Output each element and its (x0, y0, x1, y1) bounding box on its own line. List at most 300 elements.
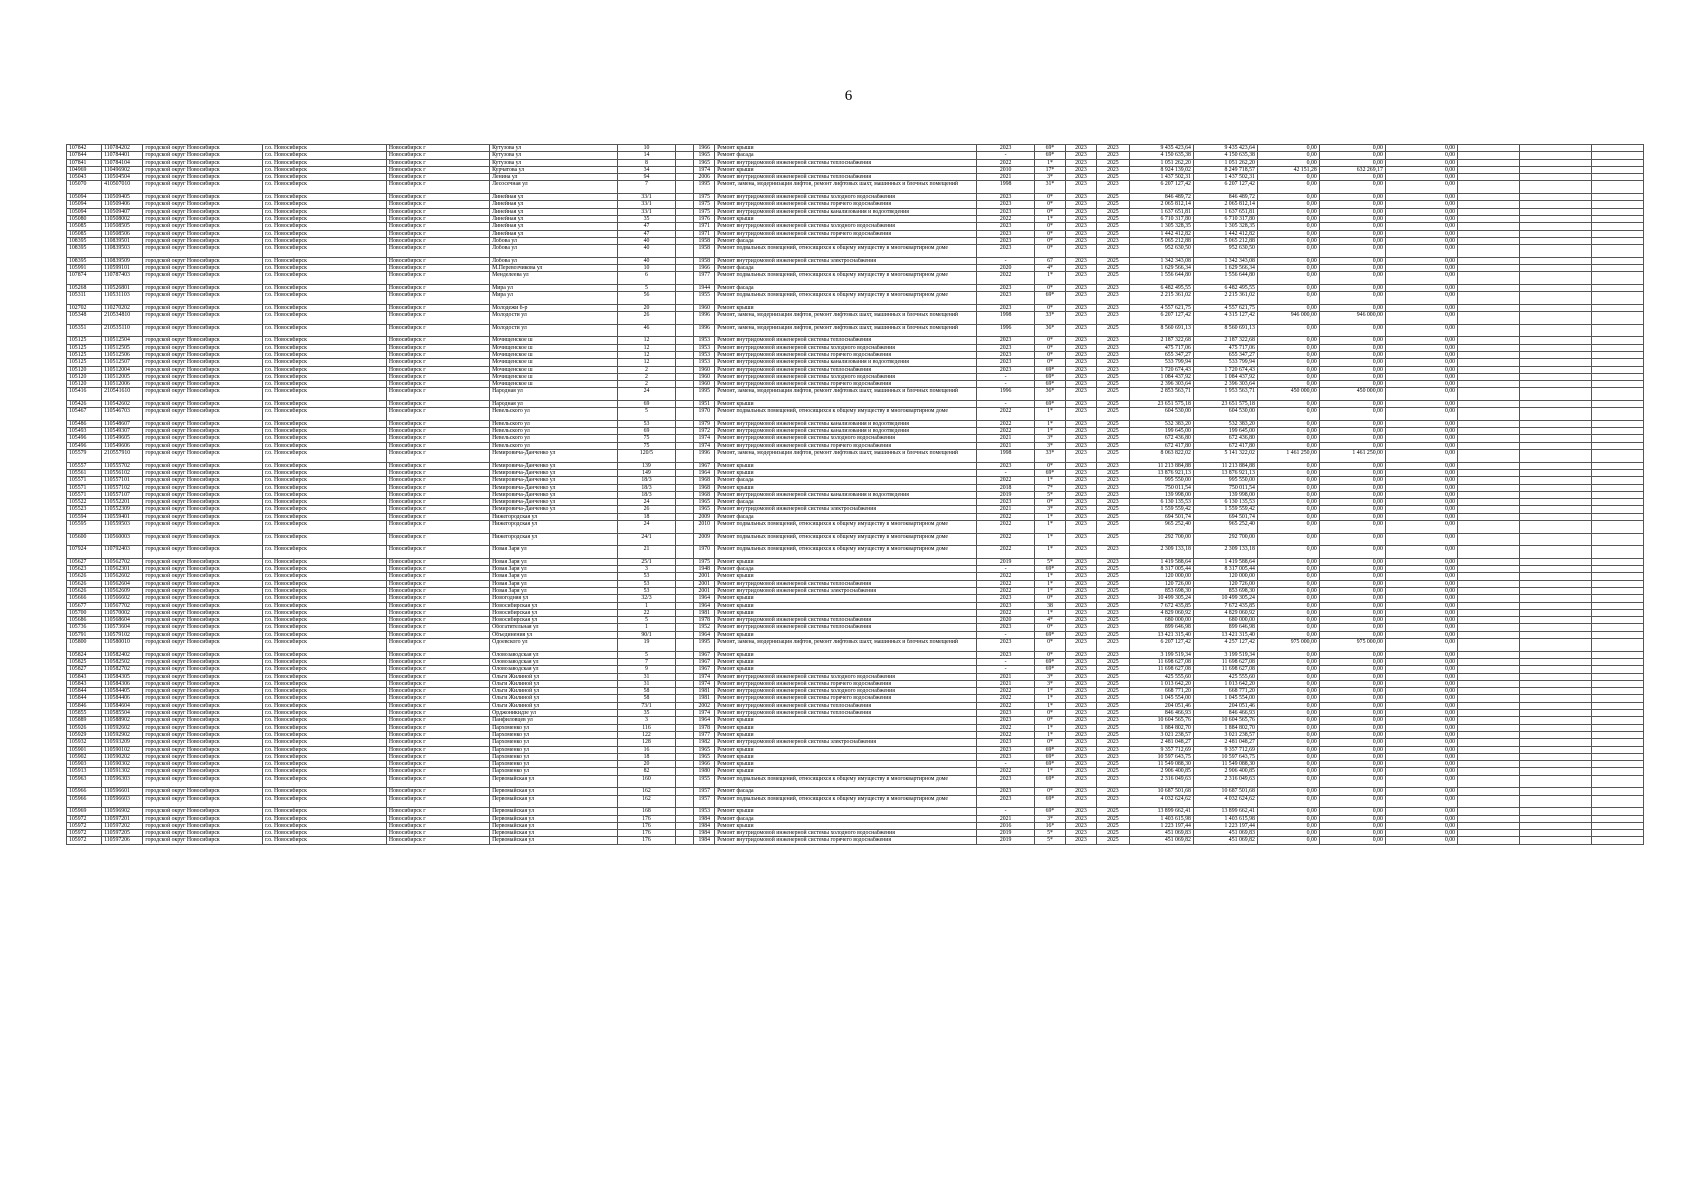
table-cell (1592, 666, 1644, 673)
table-cell (1520, 484, 1592, 491)
table-cell: Ремонт крыши (715, 558, 977, 565)
table-row (67, 223, 1644, 230)
table-cell: 2023 (1096, 499, 1129, 506)
table-cell (1458, 442, 1520, 449)
table-cell: Ремонт фасада (715, 284, 977, 291)
table-cell: 1* (1035, 408, 1066, 421)
table-cell: городской округ Новосибирск (143, 695, 263, 702)
table-cell: 680 000,00 (1193, 617, 1257, 624)
table-cell: 2023 (1065, 724, 1096, 731)
table-cell: Новосибирск г (386, 420, 489, 427)
table-row (67, 477, 1644, 484)
table-cell: 105125 (67, 351, 102, 358)
table-cell: 0,00 (1257, 435, 1319, 442)
table-cell: 2023 (977, 351, 1035, 358)
table-cell: 149 (618, 469, 676, 476)
table-cell: 105926 (67, 724, 102, 731)
table-cell: г.о. Новосибирск (263, 688, 387, 695)
table-cell: Новосибирск г (386, 381, 489, 388)
table-cell: 2023 (1096, 609, 1129, 616)
table-cell: 75 (618, 435, 676, 442)
table-cell: 69* (1035, 469, 1066, 476)
table-cell: 2023 (1096, 546, 1129, 559)
table-cell (1592, 469, 1644, 476)
table-cell: 1981 (694, 609, 715, 616)
table-cell: 1953 (694, 359, 715, 366)
table-cell: 0,00 (1319, 573, 1385, 580)
table-cell (1458, 477, 1520, 484)
table-cell: 105791 (67, 631, 102, 638)
table-cell: 0,00 (1319, 506, 1385, 513)
table-cell (1520, 359, 1592, 366)
table-cell: 0* (1035, 595, 1066, 602)
table-cell: 2019 (977, 491, 1035, 498)
table-cell (1458, 388, 1520, 401)
table-cell: Новосибирск г (386, 639, 489, 652)
table-cell: Ремонт подвальных помещений, относящихся к общему имуществу в многоквартирном доме (715, 408, 977, 421)
table-cell: 13 899 662,41 (1129, 808, 1193, 815)
table-cell: 604 530,00 (1129, 408, 1193, 421)
table-cell: 210535110 (102, 324, 143, 337)
table-cell: 1 419 588,64 (1193, 558, 1257, 565)
table-cell: 1974 (694, 710, 715, 717)
table-cell: 0,00 (1385, 573, 1457, 580)
table-cell: г.о. Новосибирск (263, 450, 387, 463)
table-cell: Ремонт внутридомовой инженерной системы холодного водоснабжения (715, 688, 977, 695)
table-cell: 0,00 (1257, 351, 1319, 358)
table-cell: 5* (1035, 558, 1066, 565)
table-cell: 450 000,00 (1319, 388, 1385, 401)
table-cell: 105125 (67, 344, 102, 351)
table-cell: 105966 (67, 788, 102, 795)
table-cell: 69* (1035, 145, 1066, 152)
table-cell: г.о. Новосибирск (263, 808, 387, 815)
table-cell: 7 672 435,85 (1193, 602, 1257, 609)
table-cell: 2023 (977, 775, 1035, 788)
table-cell: Новосибирск г (386, 181, 489, 194)
table-cell: 33/1 (618, 194, 676, 201)
table-cell: 2023 (1096, 351, 1129, 358)
table-cell: 2023 (1065, 658, 1096, 665)
table-cell: 2022 (977, 546, 1035, 559)
table-cell (1592, 546, 1644, 559)
table-cell (1458, 673, 1520, 680)
table-cell: 58 (618, 695, 676, 702)
table-cell: Ремонт подвальных помещений, относящихся к общему имуществу в многоквартирном доме (715, 795, 977, 808)
table-cell: 0,00 (1257, 624, 1319, 631)
table-cell: 2023 (1065, 174, 1096, 181)
table-cell: 0* (1035, 284, 1066, 291)
table-cell: 105972 (67, 837, 102, 844)
table-cell: 120 726,00 (1193, 580, 1257, 587)
table-cell (675, 462, 694, 469)
table-cell: Молодежи б-р (490, 304, 618, 311)
table-cell: г.о. Новосибирск (263, 208, 387, 215)
table-row (67, 152, 1644, 159)
table-cell: Менделеева ул (490, 272, 618, 285)
table-cell: 105120 (67, 373, 102, 380)
table-cell: 0* (1035, 230, 1066, 237)
table-cell: 0,00 (1385, 159, 1457, 166)
table-cell (1520, 566, 1592, 573)
table-cell: 2025 (1096, 822, 1129, 829)
table-cell: 2023 (1065, 788, 1096, 795)
table-cell: 69 (618, 400, 676, 407)
table-cell: 2025 (1096, 435, 1129, 442)
table-cell: 0,00 (1385, 533, 1457, 546)
table-cell: 2023 (977, 245, 1035, 258)
table-cell (675, 208, 694, 215)
table-cell: 1* (1035, 546, 1066, 559)
table-cell: 2 (618, 381, 676, 388)
table-cell: городской округ Новосибирск (143, 651, 263, 658)
table-cell: 105800 (67, 639, 102, 652)
table-cell (1458, 768, 1520, 775)
table-cell (675, 639, 694, 652)
table-cell: 110508505 (102, 223, 143, 230)
table-row (67, 808, 1644, 815)
table-cell: 0,00 (1385, 208, 1457, 215)
table-cell: 410507010 (102, 181, 143, 194)
table-cell: 0,00 (1385, 428, 1457, 435)
table-cell: 2023 (977, 344, 1035, 351)
table-cell (1592, 624, 1644, 631)
table-cell: 105094 (67, 201, 102, 208)
table-cell: 3* (1035, 673, 1066, 680)
table-cell: 2023 (1065, 292, 1096, 305)
table-cell (675, 808, 694, 815)
table-cell: 6 207 127,42 (1193, 181, 1257, 194)
table-cell: городской округ Новосибирск (143, 639, 263, 652)
table-row (67, 181, 1644, 194)
table-cell: 965 252,40 (1193, 521, 1257, 534)
table-cell: 1953 (694, 351, 715, 358)
table-cell: 3* (1035, 442, 1066, 449)
table-cell: 0,00 (1257, 237, 1319, 244)
table-cell: 0,00 (1385, 388, 1457, 401)
table-cell: 0,00 (1385, 724, 1457, 731)
table-cell: 110584306 (102, 680, 143, 687)
table-cell: 2023 (1096, 245, 1129, 258)
table-cell: 2023 (1065, 761, 1096, 768)
table-cell: 110562702 (102, 558, 143, 565)
table-cell (1592, 617, 1644, 624)
table-cell: 110792403 (102, 546, 143, 559)
table-cell: 0,00 (1385, 272, 1457, 285)
table-cell: 23 651 575,18 (1129, 400, 1193, 407)
table-cell (675, 580, 694, 587)
table-cell: 532 383,20 (1129, 420, 1193, 427)
table-cell: 110584406 (102, 695, 143, 702)
table-cell: - (977, 381, 1035, 388)
table-cell: Пархоменко ул (490, 731, 618, 738)
table-cell: 0,00 (1385, 595, 1457, 602)
table-cell: г.о. Новосибирск (263, 546, 387, 559)
table-cell: 0,00 (1257, 174, 1319, 181)
table-cell: Обогатительная ул (490, 624, 618, 631)
table-cell (675, 595, 694, 602)
table-cell: 0,00 (1385, 717, 1457, 724)
table-row (67, 491, 1644, 498)
table-cell: 0,00 (1257, 631, 1319, 638)
table-cell: 105972 (67, 830, 102, 837)
table-cell: 1* (1035, 768, 1066, 775)
table-cell (1520, 381, 1592, 388)
table-cell: 946 000,00 (1319, 312, 1385, 325)
table-cell: 1 084 437,92 (1129, 373, 1193, 380)
table-cell (675, 159, 694, 166)
table-cell: 4 257 127,42 (1193, 639, 1257, 652)
table-cell: 105972 (67, 822, 102, 829)
table-cell: Мочищенское ш (490, 359, 618, 366)
table-cell: Мира ул (490, 284, 618, 291)
table-cell (675, 573, 694, 580)
table-cell: г.о. Новосибирск (263, 631, 387, 638)
table-cell: 9 357 712,69 (1129, 746, 1193, 753)
table-cell: 2025 (1096, 215, 1129, 222)
table-cell: 694 501,74 (1129, 513, 1193, 520)
table-cell: 1978 (694, 724, 715, 731)
table-row (67, 580, 1644, 587)
table-cell: 0,00 (1385, 344, 1457, 351)
table-cell: 1968 (694, 484, 715, 491)
table-cell: 75 (618, 442, 676, 449)
table-cell: 1996 (977, 388, 1035, 401)
table-cell: г.о. Новосибирск (263, 145, 387, 152)
table-cell: 110512505 (102, 344, 143, 351)
table-cell: 105311 (67, 292, 102, 305)
table-cell: 2023 (1096, 284, 1129, 291)
table-cell: 0,00 (1257, 746, 1319, 753)
table-cell (1458, 304, 1520, 311)
table-cell (1458, 450, 1520, 463)
table-cell: 2022 (977, 215, 1035, 222)
table-cell (675, 688, 694, 695)
table-cell: 0,00 (1385, 359, 1457, 366)
table-cell: г.о. Новосибирск (263, 166, 387, 173)
table-cell (675, 731, 694, 738)
table-cell (1458, 546, 1520, 559)
table-cell: 7* (1035, 484, 1066, 491)
table-cell: городской округ Новосибирск (143, 768, 263, 775)
table-cell: 1* (1035, 272, 1066, 285)
table-cell: 2025 (1096, 808, 1129, 815)
table-cell: 1 559 559,42 (1129, 506, 1193, 513)
table-cell: 73/1 (618, 702, 676, 709)
table-cell: 2022 (977, 724, 1035, 731)
table-cell: 69* (1035, 292, 1066, 305)
table-cell: Немировича-Данченко ул (490, 499, 618, 506)
table-cell: 110549606 (102, 442, 143, 449)
table-cell (675, 724, 694, 731)
table-cell (1592, 145, 1644, 152)
table-cell: Ремонт фасада (715, 265, 977, 272)
table-cell (1458, 573, 1520, 580)
table-cell: 0,00 (1385, 237, 1457, 244)
table-cell: 4 557 621,75 (1129, 304, 1193, 311)
table-cell: г.о. Новосибирск (263, 292, 387, 305)
table-cell: 0* (1035, 462, 1066, 469)
table-cell: 2 (618, 366, 676, 373)
table-cell (675, 408, 694, 421)
table-cell: 995 550,00 (1129, 477, 1193, 484)
table-cell: 210557910 (102, 450, 143, 463)
table-cell: Ремонт крыши (715, 145, 977, 152)
table-cell: городской округ Новосибирск (143, 469, 263, 476)
table-cell: 0,00 (1385, 450, 1457, 463)
table-cell (1458, 145, 1520, 152)
table-cell: 110552201 (102, 499, 143, 506)
table-cell: 18/3 (618, 477, 676, 484)
table-cell: Ремонт внутридомовой инженерной системы горячего водоснабжения (715, 381, 977, 388)
table-cell: 105571 (67, 477, 102, 484)
table-cell: 2023 (1096, 181, 1129, 194)
table-cell: 2023 (1096, 717, 1129, 724)
table-cell (1458, 381, 1520, 388)
table-cell: городской округ Новосибирск (143, 580, 263, 587)
table-cell: 2025 (1096, 388, 1129, 401)
table-row (67, 688, 1644, 695)
table-cell: Новосибирск г (386, 658, 489, 665)
table-cell (1458, 558, 1520, 565)
table-cell (675, 237, 694, 244)
table-cell (1520, 746, 1592, 753)
table-cell: 0,00 (1385, 788, 1457, 795)
table-cell: г.о. Новосибирск (263, 513, 387, 520)
table-cell: Ремонт внутридомовой инженерной системы электроснабжения (715, 588, 977, 595)
table-cell: Новосибирская ул (490, 602, 618, 609)
table-cell: городской округ Новосибирск (143, 588, 263, 595)
table-cell: 105736 (67, 624, 102, 631)
table-cell: 1982 (694, 739, 715, 746)
table-cell: 2023 (977, 602, 1035, 609)
table-cell: 110592902 (102, 731, 143, 738)
table-cell: 2022 (977, 695, 1035, 702)
table-cell (675, 201, 694, 208)
table-cell (1458, 292, 1520, 305)
table-cell: 2023 (1065, 566, 1096, 573)
table-cell: 40 (618, 257, 676, 264)
table-cell: 2020 (977, 617, 1035, 624)
table-cell: 33/1 (618, 201, 676, 208)
table-cell: 110512006 (102, 381, 143, 388)
table-cell: 1 084 437,92 (1193, 373, 1257, 380)
table-cell: городской округ Новосибирск (143, 366, 263, 373)
table-cell: - (977, 373, 1035, 380)
table-row (67, 753, 1644, 760)
table-cell: 0,00 (1257, 337, 1319, 344)
table-cell: г.о. Новосибирск (263, 181, 387, 194)
table-cell (1592, 761, 1644, 768)
table-cell: 0,00 (1385, 558, 1457, 565)
table-cell (1520, 304, 1592, 311)
table-cell: г.о. Новосибирск (263, 617, 387, 624)
table-cell: 46 (618, 324, 676, 337)
table-cell (675, 450, 694, 463)
table-cell: 0,00 (1385, 680, 1457, 687)
table-cell: городской округ Новосибирск (143, 237, 263, 244)
table-cell: 0,00 (1385, 822, 1457, 829)
table-cell: Объединения ул (490, 631, 618, 638)
table-cell: 2023 (1065, 666, 1096, 673)
table-cell: г.о. Новосибирск (263, 731, 387, 738)
table-cell: г.о. Новосибирск (263, 753, 387, 760)
table-cell: 0,00 (1257, 533, 1319, 546)
table-row (67, 366, 1644, 373)
table-cell (1458, 201, 1520, 208)
table-cell: 110596603 (102, 795, 143, 808)
table-cell: 1967 (694, 651, 715, 658)
table-cell: 10 604 565,76 (1193, 717, 1257, 724)
table-cell: 35 (618, 215, 676, 222)
table-cell: Мочищенское ш (490, 381, 618, 388)
table-cell (1592, 673, 1644, 680)
table-row (67, 245, 1644, 258)
table-cell: - (977, 666, 1035, 673)
table-cell: Курчатова ул (490, 166, 618, 173)
table-cell: Ремонт крыши (715, 215, 977, 222)
table-cell: 1 305 328,35 (1193, 223, 1257, 230)
table-cell: 2023 (1096, 639, 1129, 652)
table-cell (1458, 566, 1520, 573)
table-cell (1592, 442, 1644, 449)
table-cell: 1996 (694, 312, 715, 325)
table-cell: 0,00 (1257, 717, 1319, 724)
table-cell (675, 506, 694, 513)
table-cell: Новая Заря ул (490, 558, 618, 565)
table-cell: г.о. Новосибирск (263, 602, 387, 609)
table-cell: городской округ Новосибирск (143, 428, 263, 435)
table-cell: 26 (618, 506, 676, 513)
table-cell: Нижегородская ул (490, 533, 618, 546)
table-cell: 22 (618, 609, 676, 616)
table-cell: 36* (1035, 388, 1066, 401)
table-cell: Ремонт крыши (715, 462, 977, 469)
table-cell: 1 720 674,43 (1193, 366, 1257, 373)
table-cell: 2023 (977, 366, 1035, 373)
table-cell (1520, 208, 1592, 215)
table-cell: городской округ Новосибирск (143, 381, 263, 388)
table-cell: 2009 (694, 513, 715, 520)
table-cell: 82 (618, 768, 676, 775)
table-row (67, 351, 1644, 358)
table-cell: 110562602 (102, 573, 143, 580)
table-cell: 0,00 (1319, 808, 1385, 815)
table-cell: Ольги Жилиной ул (490, 702, 618, 709)
table-cell: 0,00 (1257, 462, 1319, 469)
table-cell: 110562301 (102, 566, 143, 573)
table-cell: 2025 (1096, 469, 1129, 476)
table-cell (1520, 366, 1592, 373)
table-cell: Новосибирск г (386, 272, 489, 285)
table-cell: 0,00 (1385, 408, 1457, 421)
table-row (67, 521, 1644, 534)
table-cell (1458, 624, 1520, 631)
table-cell (675, 546, 694, 559)
table-cell (675, 337, 694, 344)
table-cell: 1953 (694, 808, 715, 815)
table-cell: Новосибирск г (386, 546, 489, 559)
table-cell: Первомайская ул (490, 788, 618, 795)
table-cell: 2023 (1065, 469, 1096, 476)
table-cell: 105846 (67, 702, 102, 709)
table-row (67, 257, 1644, 264)
table-cell: 110596601 (102, 788, 143, 795)
table-cell: 3 (618, 717, 676, 724)
table-cell: 105626 (67, 588, 102, 595)
table-cell: 10 597 643,75 (1193, 753, 1257, 760)
table-cell: 110584604 (102, 702, 143, 709)
